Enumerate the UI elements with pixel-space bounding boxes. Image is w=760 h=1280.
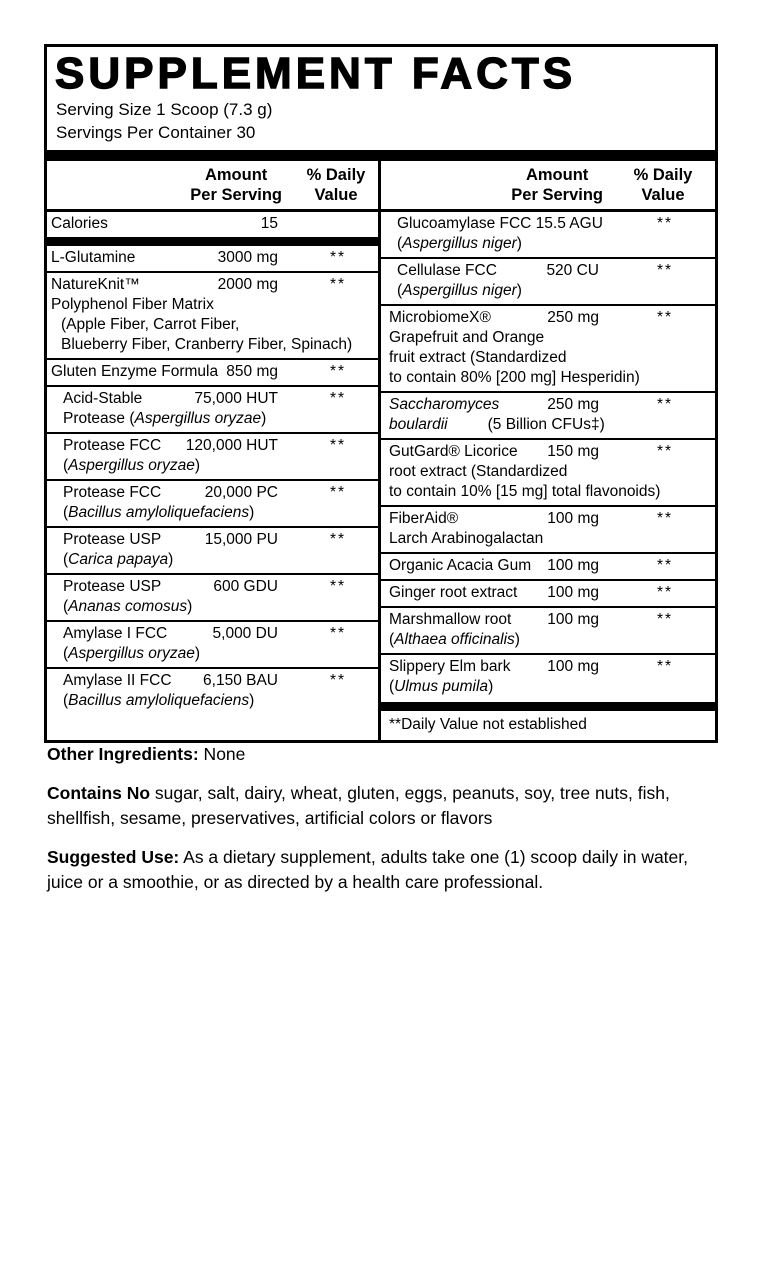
- suggested-use-label: Suggested Use:: [47, 847, 180, 867]
- ingredient-name: Protease USP: [63, 577, 162, 595]
- ingredient-row: [47, 385, 378, 432]
- column-header: [47, 161, 378, 212]
- ingredient-row: [381, 653, 715, 700]
- ingredient-name: Slippery Elm bark: [389, 657, 511, 675]
- ingredient-species: (Althaea officinalis): [389, 630, 520, 648]
- ingredient-daily-value: **: [656, 261, 674, 279]
- facts-columns: [47, 161, 715, 740]
- column-header-amount: [190, 165, 282, 205]
- ingredient-description: Grapefruit and Orange: [389, 328, 545, 346]
- ingredient-description: root extract (Standardized: [389, 462, 568, 480]
- ingredient-daily-value: **: [656, 657, 674, 675]
- ingredient-row: [47, 246, 378, 271]
- ingredient-amount: 2000 mg: [217, 275, 278, 293]
- ingredient-row: [381, 212, 715, 257]
- ingredient-description: to contain 10% [15 mg] total flavonoids): [389, 482, 661, 500]
- ingredient-name: Amylase I FCC: [63, 624, 168, 642]
- ingredient-name: Acid-Stable: [63, 389, 143, 407]
- ingredient-species: (Ananas comosus): [63, 597, 193, 615]
- other-ingredients-value: None: [198, 744, 246, 764]
- ingredient-species: (Ulmus pumila): [389, 677, 494, 695]
- ingredient-amount: 100 mg: [547, 657, 599, 675]
- ingredient-daily-value: **: [329, 436, 347, 454]
- other-ingredients: [47, 742, 713, 767]
- ingredient-name: Gluten Enzyme Formula: [51, 362, 219, 380]
- ingredient-description: Larch Arabinogalactan: [389, 529, 544, 547]
- ingredient-name: Protease FCC: [63, 483, 162, 501]
- ingredient-name: NatureKnit™: [51, 275, 140, 293]
- ingredient-row: [381, 304, 715, 391]
- ingredient-amount: 100 mg: [547, 509, 599, 527]
- ingredient-amount: 6,150 BAU: [203, 671, 278, 689]
- ingredient-amount: 520 CU: [546, 261, 599, 279]
- ingredient-daily-value: **: [656, 556, 674, 574]
- column-header-daily-value: [294, 165, 378, 205]
- header-dv-line1: % Daily: [633, 165, 693, 184]
- ingredient-row: [381, 438, 715, 505]
- ingredient-name: Saccharomyces: [389, 395, 500, 413]
- ingredient-amount: 5,000 DU: [212, 624, 278, 642]
- ingredient-row: [47, 479, 378, 526]
- ingredient-amount: 15,000 PU: [204, 530, 278, 548]
- ingredient-daily-value: **: [656, 509, 674, 527]
- ingredient-daily-value: **: [329, 577, 347, 595]
- ingredient-row: [47, 667, 378, 714]
- ingredient-row: [381, 552, 715, 579]
- ingredient-daily-value: **: [329, 362, 347, 380]
- ingredient-daily-value: **: [329, 671, 347, 689]
- ingredient-description: fruit extract (Standardized: [389, 348, 567, 366]
- ingredient-name: Marshmallow root: [389, 610, 512, 628]
- header-dv-line1: % Daily: [306, 165, 366, 184]
- ingredient-description: Polyphenol Fiber Matrix: [51, 295, 214, 313]
- ingredient-daily-value: **: [329, 275, 347, 293]
- column-header-daily-value: [611, 165, 715, 205]
- ingredient-name: Amylase II FCC: [63, 671, 172, 689]
- ingredient-row: [47, 271, 378, 358]
- contains-no: [47, 781, 713, 831]
- facts-column-left: [47, 161, 381, 740]
- ingredient-name: MicrobiomeX®: [389, 308, 491, 326]
- ingredient-row: [47, 526, 378, 573]
- other-ingredients-label: Other Ingredients:: [47, 744, 199, 764]
- ingredient-daily-value: **: [329, 248, 347, 266]
- suggested-use-value: As a dietary supplement, adults take one (1) scoop daily in water, juice or a smoothie, or as directed by a health care professional.: [47, 847, 689, 892]
- ingredient-name: L-Glutamine: [51, 248, 136, 266]
- ingredient-species: (Aspergillus oryzae): [63, 644, 200, 662]
- daily-value-footnote: **Daily Value not established: [389, 715, 587, 733]
- header-amount-line1: Amount: [204, 165, 268, 184]
- header-dv-line2: Value: [641, 185, 685, 204]
- ingredient-daily-value: **: [329, 389, 347, 407]
- ingredient-amount: 120,000 HUT: [185, 436, 278, 454]
- header-amount-line2: Per Serving: [190, 185, 282, 204]
- ingredient-amount: 250 mg: [547, 308, 599, 326]
- ingredient-name: Protease USP: [63, 530, 162, 548]
- ingredient-daily-value: **: [329, 530, 347, 548]
- supplement-facts-title: SUPPLEMENT FACTS: [55, 49, 577, 98]
- ingredient-row: [47, 573, 378, 620]
- calories-row: [47, 212, 378, 237]
- ingredient-daily-value: **: [656, 308, 674, 326]
- ingredient-species: Protease (Aspergillus oryzae): [63, 409, 267, 427]
- ingredient-row: [381, 579, 715, 606]
- ingredient-amount: 20,000 PC: [204, 483, 278, 501]
- ingredient-species: (Carica papaya): [63, 550, 174, 568]
- column-header-amount: [511, 165, 603, 205]
- header-dv-line2: Value: [314, 185, 358, 204]
- ingredient-row: [47, 358, 378, 385]
- ingredient-row: [47, 620, 378, 667]
- ingredient-daily-value: **: [329, 483, 347, 501]
- calories-label: Calories: [51, 214, 108, 232]
- ingredient-species: boulardii (5 Billion CFUs‡): [389, 415, 605, 433]
- ingredient-row: [381, 505, 715, 552]
- ingredient-species: (Bacillus amyloliquefaciens): [63, 691, 255, 709]
- servings-per-container: Servings Per Container 30: [56, 122, 256, 142]
- ingredient-name: GutGard® Licorice: [389, 442, 518, 460]
- ingredient-row: [381, 257, 715, 304]
- ingredient-daily-value: **: [656, 583, 674, 601]
- ingredient-description: to contain 80% [200 mg] Hesperidin): [389, 368, 640, 386]
- ingredient-daily-value: **: [656, 610, 674, 628]
- ingredient-amount: 250 mg: [547, 395, 599, 413]
- ingredient-amount: 150 mg: [547, 442, 599, 460]
- ingredient-species: (Aspergillus niger): [397, 234, 522, 252]
- header-amount-line1: Amount: [525, 165, 589, 184]
- ingredient-row: [47, 432, 378, 479]
- ingredient-daily-value: **: [656, 214, 674, 232]
- ingredient-amount: 600 GDU: [213, 577, 278, 595]
- ingredient-row: [381, 391, 715, 438]
- ingredient-daily-value: **: [656, 395, 674, 413]
- ingredient-name: Ginger root extract: [389, 583, 518, 601]
- supplement-facts-panel: [44, 44, 718, 743]
- column-header: [381, 161, 715, 212]
- ingredient-species: (Aspergillus niger): [397, 281, 522, 299]
- ingredient-daily-value: **: [656, 442, 674, 460]
- ingredient-name: FiberAid®: [389, 509, 459, 527]
- ingredient-name: Glucoamylase FCC 15.5 AGU: [397, 214, 603, 232]
- suggested-use: [47, 845, 713, 895]
- ingredient-amount: 850 mg: [226, 362, 278, 380]
- ingredient-row: [381, 606, 715, 653]
- ingredient-amount: 75,000 HUT: [194, 389, 278, 407]
- ingredient-amount: 100 mg: [547, 583, 599, 601]
- footnote-divider-bar: [381, 702, 715, 711]
- serving-size: Serving Size 1 Scoop (7.3 g): [56, 99, 273, 119]
- ingredient-name: Organic Acacia Gum: [389, 556, 532, 574]
- ingredient-name: Cellulase FCC: [397, 261, 497, 279]
- thick-divider-bar: [47, 150, 715, 161]
- ingredient-name: Protease FCC: [63, 436, 162, 454]
- ingredient-amount: 100 mg: [547, 556, 599, 574]
- ingredient-species: (Aspergillus oryzae): [63, 456, 200, 474]
- ingredient-species: (Bacillus amyloliquefaciens): [63, 503, 255, 521]
- header-amount-line2: Per Serving: [511, 185, 603, 204]
- contains-no-value: sugar, salt, dairy, wheat, gluten, eggs, peanuts, soy, tree nuts, fish, shellfish, sesame, preservatives, artificial colors or flavors: [47, 783, 670, 828]
- ingredient-amount: 100 mg: [547, 610, 599, 628]
- contains-no-label: Contains No: [47, 783, 151, 803]
- calories-divider-bar: [47, 237, 378, 246]
- ingredient-amount: 3000 mg: [217, 248, 278, 266]
- ingredient-description: (Apple Fiber, Carrot Fiber,: [61, 315, 240, 333]
- label-footer: [47, 742, 713, 909]
- ingredient-daily-value: **: [329, 624, 347, 642]
- ingredient-description: Blueberry Fiber, Cranberry Fiber, Spinach): [61, 335, 353, 353]
- calories-value: 15: [260, 214, 278, 232]
- facts-column-right: [381, 161, 715, 740]
